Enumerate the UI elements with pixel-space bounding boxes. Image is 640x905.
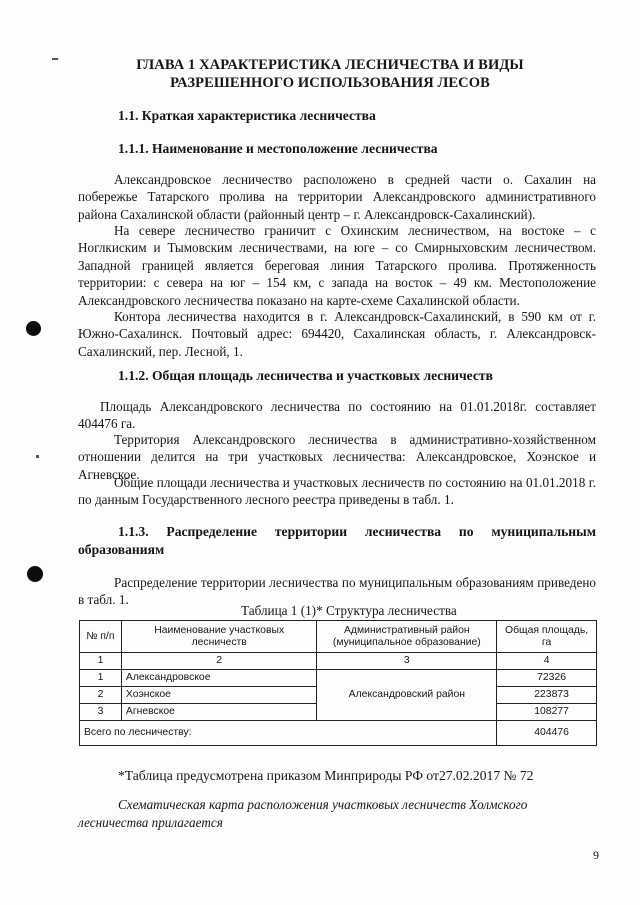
page-number: 9 xyxy=(593,848,599,862)
forestry-name-cell: Хоэнское xyxy=(121,687,317,704)
area-cell: 72326 xyxy=(497,670,597,687)
district-cell: Александровский район xyxy=(317,670,497,721)
total-label-cell: Всего по лесничеству: xyxy=(80,721,497,746)
hole-punch-mark xyxy=(26,321,41,336)
table-header-cell: Наименование участковых лесничеств xyxy=(121,621,317,653)
chapter-title-line2: РАЗРЕШЕННОГО ИСПОЛЬЗОВАНИЯ ЛЕСОВ xyxy=(170,75,490,91)
table-header-cell: Общая площадь, га xyxy=(497,621,597,653)
schema-map-note: Схематическая карта расположения участковых лесничеств Холмского лесничества прилагается xyxy=(78,797,528,830)
table-header-cell: Административный район (муниципальное образование) xyxy=(317,621,497,653)
section-1-1-1-heading: 1.1.1. Наименование и местоположение лесничества xyxy=(118,141,438,156)
area-cell: 223873 xyxy=(497,687,597,704)
scan-speck xyxy=(36,455,39,458)
paragraph-municipal: Распределение территории лесничества по муниципальным образованиям приведено в табл. 1. xyxy=(78,575,596,608)
table-column-numbers-row xyxy=(80,653,597,670)
chapter-title xyxy=(90,56,570,92)
table-caption: Таблица 1 (1)* Структура лесничества xyxy=(241,603,457,618)
section-1-1-heading: 1.1. Краткая характеристика лесничества xyxy=(118,108,376,123)
chapter-title-line1: ГЛАВА 1 ХАРАКТЕРИСТИКА ЛЕСНИЧЕСТВА И ВИДЫ xyxy=(136,57,524,73)
section-1-1-2-heading: 1.1.2. Общая площадь лесничества и участковых лесничеств xyxy=(118,368,493,383)
table-header-cell: № п/п xyxy=(80,621,122,653)
table-footnote: *Таблица предусмотрена приказом Минприроды РФ от27.02.2017 № 72 xyxy=(118,768,534,783)
table-total-row xyxy=(80,721,597,746)
section-1-1-3-heading: 1.1.3. Распределение территории лесничества по муниципальным образованиям xyxy=(78,524,596,557)
scan-speck xyxy=(52,58,58,60)
forestry-structure-table xyxy=(79,620,597,746)
paragraph-location: Александровское лесничество расположено в средней части о. Сахалин на побережье Татарского пролива на территории Александровского административного района Сахалинской области (районный центр – г. Александровск-Сахалинский). xyxy=(78,172,596,222)
paragraph-office: Контора лесничества находится в г. Александровск-Сахалинский, в 590 км от г. Южно-Сахалинск. Почтовый адрес: 694420, Сахалинская область, г. Александровск-Сахалинский, пер. Лесной, 1. xyxy=(78,309,596,359)
area-cell: 108277 xyxy=(497,704,597,721)
table-header-row xyxy=(80,621,597,653)
total-area-cell: 404476 xyxy=(497,721,597,746)
hole-punch-mark xyxy=(27,566,43,582)
paragraph-subdivision: Территория Александровского лесничества в административно-хозяйственном отношении делится на три участковых лесничества: Александровское, Хоэнское и Агневское. xyxy=(78,432,596,482)
column-number-cell: 4 xyxy=(497,653,597,670)
forestry-name-cell: Агневское xyxy=(121,704,317,721)
forestry-name-cell: Александровское xyxy=(121,670,317,687)
row-number-cell: 3 xyxy=(80,704,122,721)
column-number-cell: 2 xyxy=(121,653,317,670)
paragraph-areas-source: Общие площади лесничества и участковых лесничеств по состоянию на 01.01.2018 г. по данным Государственного лесного реестра приведены в табл. 1. xyxy=(78,475,596,508)
table-row xyxy=(80,670,597,687)
column-number-cell: 1 xyxy=(80,653,122,670)
column-number-cell: 3 xyxy=(317,653,497,670)
row-number-cell: 2 xyxy=(80,687,122,704)
paragraph-borders: На севере лесничество граничит с Охинским лесничеством, на востоке – с Ноглкиским и Тымовским лесничествами, на юге – со Смирныховским лесничеством. Западной границей является береговая линия Татарского пролива. Протяженность территории: с севера на юг – 154 км, с запада на восток – 49 км. Местоположение Александровского лесничества показано на карте-схеме Сахалинской области. xyxy=(78,223,596,308)
row-number-cell: 1 xyxy=(80,670,122,687)
paragraph-area: Площадь Александровского лесничества по состоянию на 01.01.2018г. составляет 404476 га. xyxy=(78,399,596,432)
